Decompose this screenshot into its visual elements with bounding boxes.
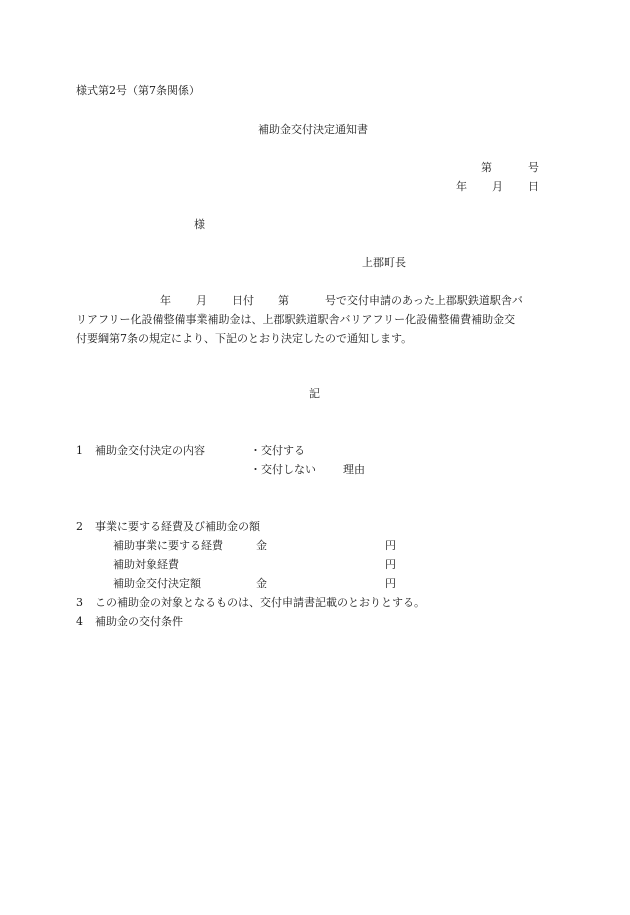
- item4-text: 補助金の交付条件: [95, 615, 183, 628]
- item2-row-kin: 金: [256, 577, 267, 590]
- sender-name: 上郡町長: [362, 256, 406, 269]
- body-line-1: [76, 291, 557, 310]
- item4-number: 4: [76, 615, 83, 628]
- item2-label: 事業に要する経費及び補助金の額: [95, 520, 260, 533]
- body-paragraph: [76, 291, 557, 348]
- item3-number: 3: [76, 596, 83, 609]
- document-title: 補助金交付決定通知書: [258, 123, 368, 136]
- item2-row-yen: 円: [385, 577, 396, 590]
- body-line-2: リアフリー化設備整備事業補助金は、上郡駅鉄道駅舎バリアフリー化設備整備費補助金交: [76, 313, 516, 326]
- body-year: 年: [160, 294, 171, 307]
- ki-heading: 記: [309, 387, 320, 400]
- item1-reason: 理由: [343, 463, 365, 476]
- item1-option-grant: ・交付する: [250, 444, 305, 457]
- body-line-1-rest: 号で交付申請のあった上郡駅鉄道駅舎バ: [325, 294, 523, 307]
- body-dai: 第: [278, 294, 289, 307]
- item2-row-label: 補助事業に要する経費: [113, 539, 223, 552]
- form-label: 様式第2号（第7条関係）: [76, 84, 200, 97]
- item1-number: 1: [76, 444, 83, 457]
- item3-text: この補助金の対象となるものは、交付申請書記載のとおりとする。: [95, 596, 425, 609]
- date-year: 年: [456, 180, 467, 193]
- body-dated: 日付: [232, 294, 254, 307]
- addressee-suffix: 様: [194, 218, 205, 231]
- item1-label: 補助金交付決定の内容: [95, 444, 205, 457]
- doc-number-dai: 第: [481, 161, 492, 174]
- item2-row-yen: 円: [385, 539, 396, 552]
- item2-row-label: 補助金交付決定額: [113, 577, 201, 590]
- item1-option-deny: ・交付しない: [250, 463, 316, 476]
- date-month: 月: [492, 180, 503, 193]
- body-line-3: 付要綱第7条の規定により、下記のとおり決定したので通知します。: [76, 332, 413, 345]
- date-day: 日: [528, 180, 539, 193]
- doc-number-go: 号: [528, 161, 539, 174]
- body-month: 月: [196, 294, 207, 307]
- item2-row-kin: 金: [256, 539, 267, 552]
- item2-number: 2: [76, 520, 83, 533]
- item2-row-label: 補助対象経費: [113, 558, 179, 571]
- item2-row-yen: 円: [385, 558, 396, 571]
